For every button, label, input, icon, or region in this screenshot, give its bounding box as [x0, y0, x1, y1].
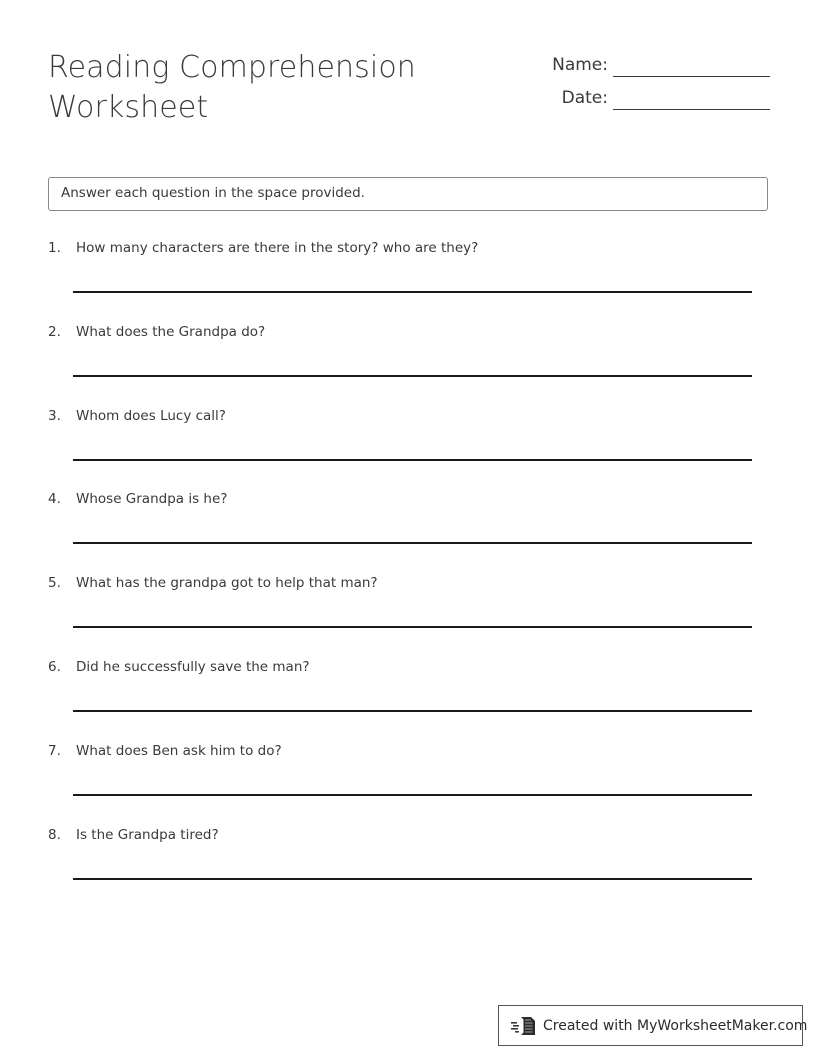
footer-attribution-badge[interactable] [498, 1005, 808, 1046]
answer-line[interactable] [73, 542, 752, 544]
answer-line[interactable] [73, 710, 752, 712]
question-text: Whom does Lucy call? [76, 407, 226, 424]
date-field-row [470, 77, 770, 110]
footer-attribution-text: Created with MyWorksheetMaker.com [543, 1017, 808, 1034]
worksheet-header [0, 0, 816, 160]
question-number: 7. [48, 742, 61, 759]
question-item [0, 574, 816, 658]
date-field-label: Date: [561, 88, 608, 108]
question-number: 6. [48, 658, 61, 675]
question-text: How many characters are there in the story? who are they? [76, 240, 479, 256]
worksheet-maker-logo-icon [511, 1014, 537, 1038]
question-item [0, 742, 816, 826]
answer-line[interactable] [73, 459, 752, 461]
question-item [0, 323, 816, 407]
page-title: Reading Comprehension Worksheet [48, 50, 416, 125]
name-input[interactable] [613, 56, 770, 77]
question-text: Did he successfully save the man? [76, 658, 310, 675]
question-text: Whose Grandpa is he? [76, 491, 228, 508]
question-number: 8. [48, 826, 61, 843]
answer-line[interactable] [73, 794, 752, 796]
question-item [0, 490, 816, 574]
question-number: 3. [48, 407, 61, 424]
answer-line[interactable] [73, 878, 752, 880]
question-item [0, 239, 816, 323]
name-field-row [470, 44, 770, 77]
name-date-block [470, 44, 770, 110]
question-item [0, 826, 816, 910]
question-item [0, 658, 816, 742]
question-number: 5. [48, 575, 61, 592]
question-text: What does Ben ask him to do? [76, 742, 282, 759]
question-text: Is the Grandpa tired? [76, 826, 219, 843]
question-text: What has the grandpa got to help that man? [76, 575, 378, 592]
instruction-text: Answer each question in the space provided. [61, 185, 365, 202]
question-item [0, 407, 816, 491]
question-number: 4. [48, 491, 61, 508]
instruction-box [48, 177, 768, 211]
answer-line[interactable] [73, 291, 752, 293]
answer-line[interactable] [73, 375, 752, 377]
question-number: 1. [48, 240, 61, 256]
question-list [0, 239, 816, 909]
question-text: What does the Grandpa do? [76, 323, 266, 340]
name-field-label: Name: [552, 55, 608, 75]
date-input[interactable] [613, 89, 770, 110]
answer-line[interactable] [73, 626, 752, 628]
question-number: 2. [48, 323, 61, 340]
